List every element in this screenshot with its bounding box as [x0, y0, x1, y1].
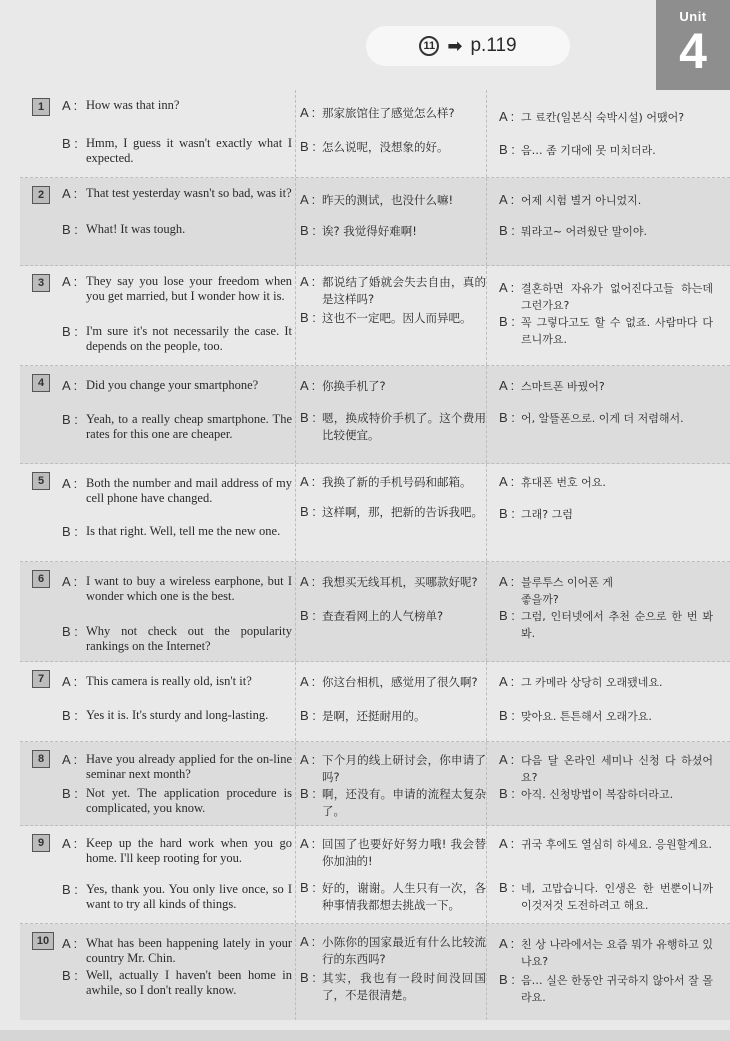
- english-column: [62, 742, 292, 825]
- audio-track-icon: 11: [419, 36, 439, 56]
- korean-line-b: 그래? 그럼: [521, 508, 573, 521]
- speaker-a-label: A :: [62, 674, 78, 689]
- speaker-b-label: B :: [499, 786, 515, 801]
- chinese-line-b: 其实，我也有一段时间没回国了，不是很清楚。: [322, 971, 486, 1002]
- speaker-b-label: B :: [62, 786, 78, 801]
- chinese-line-b: 这也不一定吧。因人而异吧。: [322, 311, 472, 325]
- unit-tab: [656, 0, 730, 90]
- entry-number: 4: [32, 374, 50, 392]
- english-line-b: Yes, thank you. You only live once, so I want to try all kinds of things.: [86, 882, 292, 911]
- speaker-b-label: B :: [62, 524, 78, 539]
- speaker-a-label: A :: [499, 280, 515, 295]
- speaker-a-label: A :: [300, 274, 316, 289]
- korean-column: [495, 662, 713, 741]
- chinese-column: [295, 742, 487, 825]
- chinese-line-b: 是啊，还挺耐用的。: [322, 709, 426, 723]
- dialogue-entry: [20, 464, 730, 562]
- english-line-b: Hmm, I guess it wasn't exactly what I expected.: [86, 136, 292, 165]
- korean-column: [495, 90, 713, 177]
- korean-line-a: 다음 달 온라인 세미나 신청 다 하셨어요?: [521, 754, 713, 784]
- speaker-a-label: A :: [499, 109, 515, 124]
- dialogue-entry: [20, 742, 730, 826]
- chinese-line-b: 嗯，换成特价手机了。这个费用比较便宜。: [322, 411, 486, 442]
- dialogue-entry: [20, 924, 730, 1020]
- speaker-b-label: B :: [499, 223, 515, 238]
- english-column: [62, 924, 292, 1020]
- chinese-column: [295, 562, 487, 661]
- speaker-b-label: B :: [62, 708, 78, 723]
- entry-number: 7: [32, 670, 50, 688]
- english-column: [62, 662, 292, 741]
- chinese-line-a: 下个月的线上研讨会，你申请了吗?: [322, 753, 486, 784]
- speaker-b-label: B :: [62, 882, 78, 897]
- chinese-line-a: 我换了新的手机号码和邮箱。: [322, 475, 472, 489]
- speaker-b-label: B :: [499, 410, 515, 425]
- chinese-line-a: 你换手机了?: [322, 379, 386, 393]
- chinese-column: [295, 178, 487, 265]
- speaker-a-label: A :: [499, 474, 515, 489]
- speaker-a-label: A :: [62, 186, 78, 201]
- speaker-b-label: B :: [300, 223, 316, 238]
- chinese-column: [295, 826, 487, 923]
- speaker-a-label: A :: [62, 98, 78, 113]
- chinese-line-a: 回国了也要好好努力哦! 我会替你加油的!: [322, 837, 486, 868]
- speaker-b-label: B :: [499, 880, 515, 895]
- korean-line-a: 휴대폰 번호 어요.: [521, 476, 606, 489]
- page-reference: p.119: [470, 35, 517, 56]
- speaker-a-label: A :: [499, 936, 515, 951]
- speaker-b-label: B :: [499, 506, 515, 521]
- entry-number: 10: [32, 932, 54, 950]
- korean-column: [495, 742, 713, 825]
- english-line-a: What has been happening lately in your country Mr. Chin.: [86, 936, 292, 965]
- speaker-a-label: A :: [499, 674, 515, 689]
- chinese-column: [295, 366, 487, 463]
- english-column: [62, 464, 292, 561]
- korean-line-b: 뭐라고~ 어려웠단 말이야.: [521, 225, 647, 238]
- korean-line-b: 음… 실은 한동안 귀국하지 않아서 잘 몰라요.: [521, 974, 713, 1004]
- chinese-line-a: 昨天的测试，也没什么嘛!: [322, 193, 454, 207]
- english-line-a: I want to buy a wireless earphone, but I wonder which one is the best.: [86, 574, 292, 603]
- speaker-a-label: A :: [300, 378, 316, 393]
- entry-number: 5: [32, 472, 50, 490]
- chinese-column: [295, 662, 487, 741]
- chinese-line-b: 诶? 我觉得好难啊!: [322, 224, 417, 238]
- speaker-a-label: A :: [62, 936, 78, 951]
- speaker-a-label: A :: [300, 674, 316, 689]
- speaker-a-label: A :: [62, 574, 78, 589]
- english-line-a: How was that inn?: [86, 98, 180, 112]
- speaker-b-label: B :: [62, 624, 78, 639]
- chinese-line-a: 都说结了婚就会失去自由，真的是这样吗?: [322, 275, 486, 306]
- dialogue-entry: [20, 366, 730, 464]
- speaker-b-label: B :: [499, 314, 515, 329]
- dialogue-entry: [20, 562, 730, 662]
- dialogue-entry: [20, 266, 730, 366]
- dialogue-entry: [20, 90, 730, 178]
- speaker-a-label: A :: [499, 752, 515, 767]
- chinese-line-a: 那家旅馆住了感觉怎么样?: [322, 106, 455, 120]
- korean-line-b: 네, 고맙습니다. 인생은 한 번뿐이니까 이것저것 도전하려고 해요.: [521, 882, 713, 912]
- speaker-b-label: B :: [300, 708, 316, 723]
- unit-label: Unit: [679, 9, 707, 24]
- speaker-b-label: B :: [300, 410, 316, 425]
- speaker-b-label: B :: [499, 972, 515, 987]
- speaker-b-label: B :: [300, 504, 316, 519]
- speaker-b-label: B :: [62, 222, 78, 237]
- speaker-b-label: B :: [300, 786, 316, 801]
- english-line-a: Keep up the hard work when you go home. I'll keep rooting for you.: [86, 836, 292, 865]
- entry-number: 1: [32, 98, 50, 116]
- entry-number: 9: [32, 834, 50, 852]
- unit-number: 4: [679, 23, 707, 79]
- speaker-b-label: B :: [300, 139, 316, 154]
- speaker-a-label: A :: [499, 836, 515, 851]
- korean-column: [495, 366, 713, 463]
- speaker-b-label: B :: [300, 310, 316, 325]
- english-line-a: They say you lose your freedom when you get married, but I wonder how it is.: [86, 274, 292, 303]
- speaker-a-label: A :: [62, 752, 78, 767]
- english-line-a: That test yesterday wasn't so bad, was it?: [86, 186, 292, 200]
- english-column: [62, 266, 292, 365]
- english-line-b: Yeah, to a really cheap smartphone. The rates for this one are cheaper.: [86, 412, 292, 441]
- speaker-a-label: A :: [300, 934, 316, 949]
- speaker-b-label: B :: [62, 136, 78, 151]
- korean-column: [495, 924, 713, 1020]
- korean-line-b: 그럼, 인터넷에서 추천 순으로 한 번 봐 봐.: [521, 610, 713, 640]
- entry-number: 8: [32, 750, 50, 768]
- dialogue-entry: [20, 826, 730, 924]
- speaker-a-label: A :: [62, 274, 78, 289]
- english-column: [62, 826, 292, 923]
- chinese-line-b: 好的，谢谢。人生只有一次，各种事情我都想去挑战一下。: [322, 881, 486, 912]
- korean-line-b: 꼭 그렇다고도 할 수 없죠. 사람마다 다르니까요.: [521, 316, 713, 346]
- speaker-b-label: B :: [300, 608, 316, 623]
- speaker-b-label: B :: [499, 608, 515, 623]
- speaker-b-label: B :: [499, 708, 515, 723]
- english-line-b: I'm sure it's not necessarily the case. It depends on the people, too.: [86, 324, 292, 353]
- entry-number: 6: [32, 570, 50, 588]
- chinese-line-b: 查查看网上的人气榜单?: [322, 609, 444, 623]
- audio-track-reference: [366, 26, 570, 66]
- korean-column: [495, 464, 615, 561]
- english-column: [62, 90, 292, 177]
- speaker-a-label: A :: [499, 574, 515, 589]
- speaker-b-label: B :: [62, 324, 78, 339]
- speaker-a-label: A :: [499, 192, 515, 207]
- dialogue-entry: [20, 662, 730, 742]
- korean-column: [495, 178, 713, 265]
- english-line-a: Did you change your smartphone?: [86, 378, 259, 392]
- speaker-b-label: B :: [62, 968, 78, 983]
- dialogue-entry: [20, 178, 730, 266]
- english-line-b: What! It was tough.: [86, 222, 186, 236]
- speaker-b-label: B :: [300, 880, 316, 895]
- english-line-a: Have you already applied for the on-line seminar next month?: [86, 752, 292, 781]
- english-line-a: Both the number and mail address of my cell phone have changed.: [86, 476, 292, 505]
- chinese-line-b: 这样啊，那，把新的告诉我吧。: [322, 505, 483, 519]
- chinese-line-b: 啊，还没有。申请的流程太复杂了。: [322, 787, 486, 818]
- korean-line-a: 그 카메라 상당히 오래됐네요.: [521, 676, 663, 689]
- dialogue-list: [20, 90, 730, 1041]
- speaker-a-label: A :: [62, 378, 78, 393]
- english-line-b: Yes it is. It's sturdy and long-lasting.: [86, 708, 269, 722]
- speaker-a-label: A :: [300, 574, 316, 589]
- korean-line-a: 어제 시험 별거 아니었지.: [521, 194, 642, 207]
- chinese-line-a: 我想买无线耳机，买哪款好呢?: [322, 575, 478, 589]
- english-column: [62, 366, 292, 463]
- entry-number: 3: [32, 274, 50, 292]
- speaker-a-label: A :: [300, 192, 316, 207]
- korean-line-a: 친 상 나라에서는 요즘 뭐가 유행하고 있나요?: [521, 938, 713, 968]
- page-header: [0, 0, 730, 90]
- english-column: [62, 562, 292, 661]
- korean-line-a: 귀국 후에도 열심히 하세요. 응원할게요.: [521, 838, 712, 851]
- chinese-column: [295, 90, 487, 177]
- speaker-b-label: B :: [499, 142, 515, 157]
- korean-line-b: 맞아요. 튼튼해서 오래가요.: [521, 710, 652, 723]
- chinese-column: [295, 924, 487, 1020]
- korean-column: [495, 826, 713, 923]
- entry-number: 2: [32, 186, 50, 204]
- english-column: [62, 178, 292, 265]
- english-line-b: Is that right. Well, tell me the new one.: [86, 524, 281, 538]
- bottom-strip: [0, 1030, 730, 1041]
- speaker-a-label: A :: [300, 836, 316, 851]
- speaker-a-label: A :: [300, 474, 316, 489]
- speaker-a-label: A :: [499, 378, 515, 393]
- english-line-b: Well, actually I haven't been home in awhile, so I don't really know.: [86, 968, 292, 997]
- korean-line-b: 어, 알뜰폰으로. 이게 더 저렴해서.: [521, 412, 684, 425]
- chinese-column: [295, 464, 487, 561]
- speaker-a-label: A :: [62, 476, 78, 491]
- speaker-b-label: B :: [62, 412, 78, 427]
- speaker-a-label: A :: [300, 752, 316, 767]
- speaker-b-label: B :: [300, 970, 316, 985]
- english-line-b: Not yet. The application procedure is complicated, you know.: [86, 786, 292, 815]
- korean-column: [495, 266, 713, 365]
- korean-column: [495, 562, 713, 661]
- speaker-a-label: A :: [300, 105, 316, 120]
- korean-line-a: 블루투스 이어폰 게 좋을까?: [521, 576, 614, 606]
- chinese-line-a: 小陈你的国家最近有什么比较流行的东西吗?: [322, 935, 486, 966]
- chinese-column: [295, 266, 487, 365]
- korean-line-b: 아직. 신청방법이 복잡하더라고.: [521, 788, 674, 801]
- english-line-a: This camera is really old, isn't it?: [86, 674, 252, 688]
- chinese-line-a: 你这台相机，感觉用了很久啊?: [322, 675, 478, 689]
- korean-line-a: 그 료칸(일본식 숙박시설) 어땠어?: [521, 111, 685, 124]
- right-arrow-icon: ➡: [447, 35, 463, 56]
- korean-line-a: 스마트폰 바꿨어?: [521, 380, 605, 393]
- korean-line-b: 음… 좀 기대에 못 미치더라.: [521, 144, 656, 157]
- speaker-a-label: A :: [62, 836, 78, 851]
- chinese-line-b: 怎么说呢，没想象的好。: [322, 140, 449, 154]
- korean-line-a: 결혼하면 자유가 없어진다고들 하는데 그런가요?: [521, 282, 713, 312]
- english-line-b: Why not check out the popularity rankings on the Internet?: [86, 624, 292, 653]
